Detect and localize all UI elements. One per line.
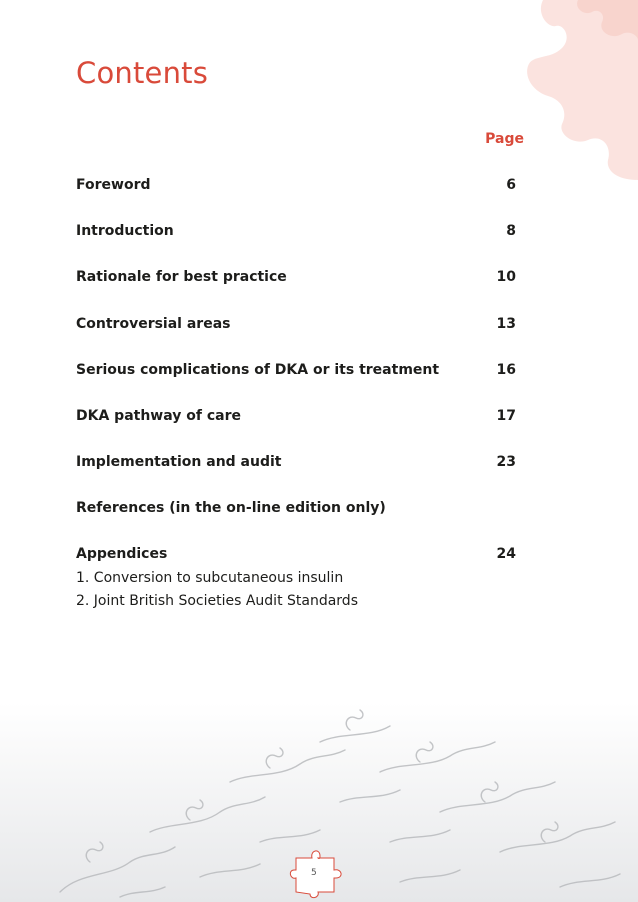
toc-entry-page: 23 (496, 454, 516, 470)
toc-entry-label: Rationale for best practice (76, 269, 287, 285)
toc-entry[interactable] (76, 408, 516, 424)
toc-entry[interactable] (76, 177, 516, 193)
toc-entry-label: Foreword (76, 177, 151, 193)
toc-entry-label: Introduction (76, 223, 174, 239)
appendix-item: 1. Conversion to subcutaneous insulin (76, 570, 344, 586)
toc-entry-page: 17 (496, 408, 516, 424)
toc-entry[interactable] (76, 223, 516, 239)
toc-entry-page: 16 (496, 362, 516, 378)
toc-entry-page: 24 (496, 546, 516, 562)
toc-entry-label: References (in the on-line edition only) (76, 500, 386, 516)
toc-entry[interactable] (76, 546, 516, 562)
page-title: Contents (76, 56, 209, 90)
toc-entry[interactable] (76, 362, 516, 378)
toc-entry-page: 8 (506, 223, 516, 239)
toc-entry-page (476, 500, 516, 516)
toc-entry[interactable] (76, 316, 516, 332)
toc-entry-label: Implementation and audit (76, 454, 282, 470)
toc-entry-label: Appendices (76, 546, 168, 562)
toc-entry-page: 13 (496, 316, 516, 332)
toc-entry-label: Controversial areas (76, 316, 231, 332)
toc-entry[interactable] (76, 454, 516, 470)
page-number: 5 (311, 868, 317, 878)
toc-entry-label: Serious complications of DKA or its treatment (76, 362, 440, 378)
corner-puzzle-piece-graphic (488, 0, 638, 180)
toc-entry[interactable] (76, 500, 516, 516)
toc-entry-page: 10 (496, 269, 516, 285)
toc-entry-label: DKA pathway of care (76, 408, 241, 424)
toc-entry-page: 6 (506, 177, 516, 193)
appendix-item: 2. Joint British Societies Audit Standards (76, 593, 358, 609)
jigsaw-background-graphic (0, 702, 638, 902)
page-column-header: Page (485, 131, 524, 147)
toc-entry[interactable] (76, 269, 516, 285)
